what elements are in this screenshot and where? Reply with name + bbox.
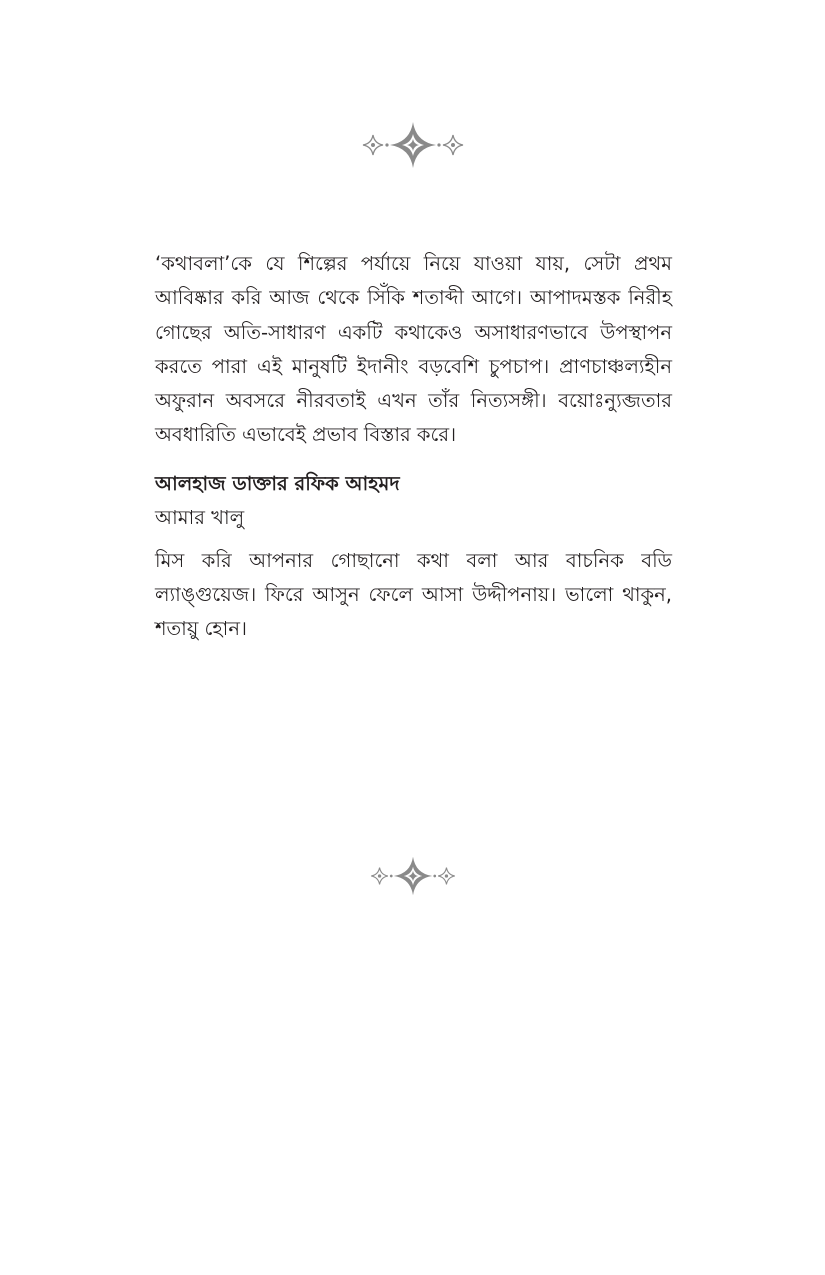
sparkle-ornament-top — [358, 120, 468, 170]
dedication-paragraph-1: ‘কথাবলা’কে যে শিল্পের পর্যায়ে নিয়ে যাওয়া যায়, সেটা প্রথম আবিষ্কার করি আজ থেকে সিঁকি শতাব্দী আগে। আপাদমস্তক নিরীহ গোছের অতি-সাধারণ একটি কথাকেও অসাধারণভাবে উপস্থাপন করতে পারা এই মানুষটি ইদানীং বড়বেশি চুপচাপ। প্রাণচাঞ্চল্যহীন অফুরান অবসরে নীরবতাই এখন তাঁর নিত্যসঙ্গী। বয়োঃন্যুব্জতার অবধারিতি এভাবেই প্রভাব বিস্তার করে। — [155, 252, 672, 447]
dedication-block — [155, 247, 672, 647]
sparkle-ornament-bottom — [367, 855, 459, 897]
dedicatee-name: আলহাজ ডাক্তার রফিক আহমদ — [155, 471, 400, 495]
dedicatee-relation: আমার খালু — [155, 505, 245, 529]
dedication-paragraph-2: মিস করি আপনার গোছানো কথা বলা আর বাচনিক বডি ল্যাঙ্গুয়েজ। ফিরে আসুন ফেলে আসা উদ্দীপনায়। ভালো থাকুন, শতায়ু হোন। — [155, 548, 672, 641]
